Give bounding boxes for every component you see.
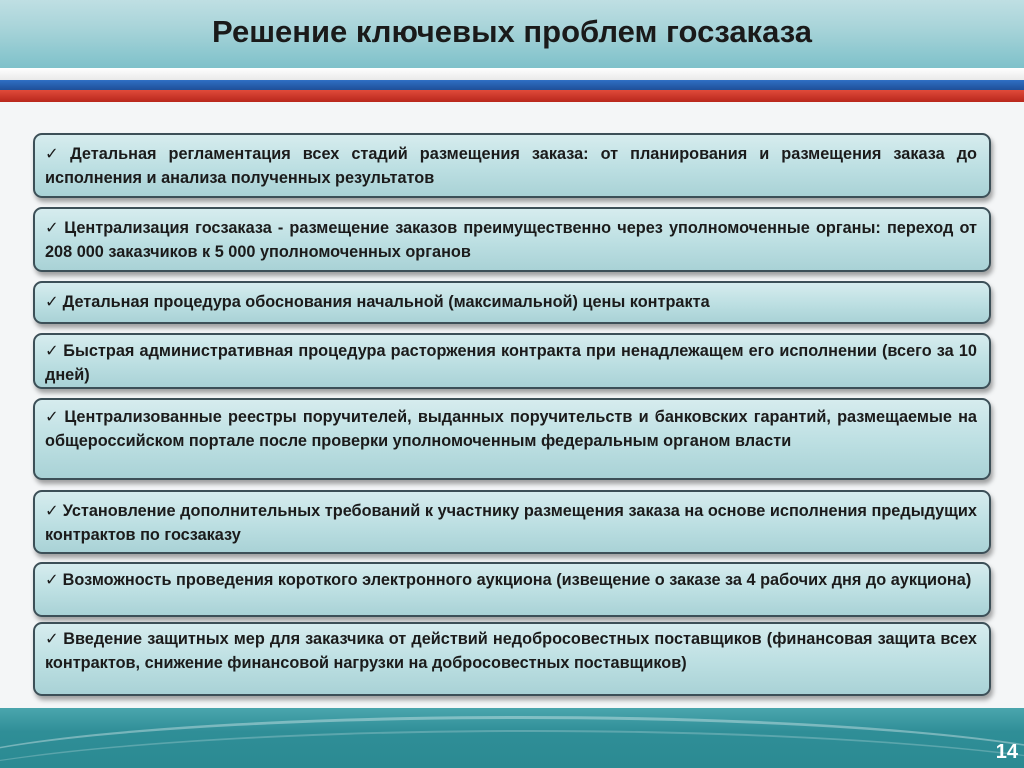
item-text: Быстрая административная процедура расторжения контракта при ненадлежащем его исполнении (всего за 10 дней) [45,342,977,384]
flag-stripe-blue [0,80,1024,90]
item-box-6 [33,490,991,554]
item-text: Централизация госзаказа - размещение заказов преимущественно через уполномоченные органы: переход от 208 000 заказчиков к 5 000 уполномоченных органов [45,219,977,261]
page-number: 14 [995,741,1018,763]
checkmark-icon: ✓ [45,293,59,311]
checkmark-icon: ✓ [45,571,59,589]
checkmark-icon: ✓ [45,408,61,426]
checkmark-icon: ✓ [45,145,67,163]
footer-band [0,708,1024,768]
checkmark-icon: ✓ [45,342,60,360]
checkmark-icon: ✓ [45,502,59,520]
item-text: Детальная процедура обоснования начальной (максимальной) цены контракта [62,293,710,311]
item-box-2 [33,207,991,272]
flag-stripe-red [0,90,1024,102]
item-box-3 [33,281,991,324]
item-text: Введение защитных мер для заказчика от действий недобросовестных поставщиков (финансовая защита всех контрактов, снижение финансовой нагрузки на добросовестных поставщиков) [45,630,977,672]
slide-title: Решение ключевых проблем госзаказа [212,14,812,49]
item-box-4 [33,333,991,389]
item-box-7 [33,562,991,617]
checkmark-icon: ✓ [45,630,60,648]
item-box-8 [33,622,991,696]
item-box-5 [33,398,991,480]
item-text: Установление дополнительных требований к участнику размещения заказа на основе исполнения предыдущих контрактов по госзаказу [45,502,977,544]
item-text: Централизованные реестры поручителей, выданных поручительств и банковских гарантий, размещаемые на общероссийском портале после проверки уполномоченным федеральным органом власти [45,408,977,450]
item-text: Возможность проведения короткого электронного аукциона (извещение о заказе за 4 рабочих дня до аукциона) [62,571,972,589]
flag-stripe-white [0,68,1024,80]
header-band [0,0,1024,70]
checkmark-icon: ✓ [45,219,61,237]
item-box-1 [33,133,991,198]
item-text: Детальная регламентация всех стадий размещения заказа: от планирования и размещения заказа до исполнения и анализа полученных результатов [45,145,977,187]
